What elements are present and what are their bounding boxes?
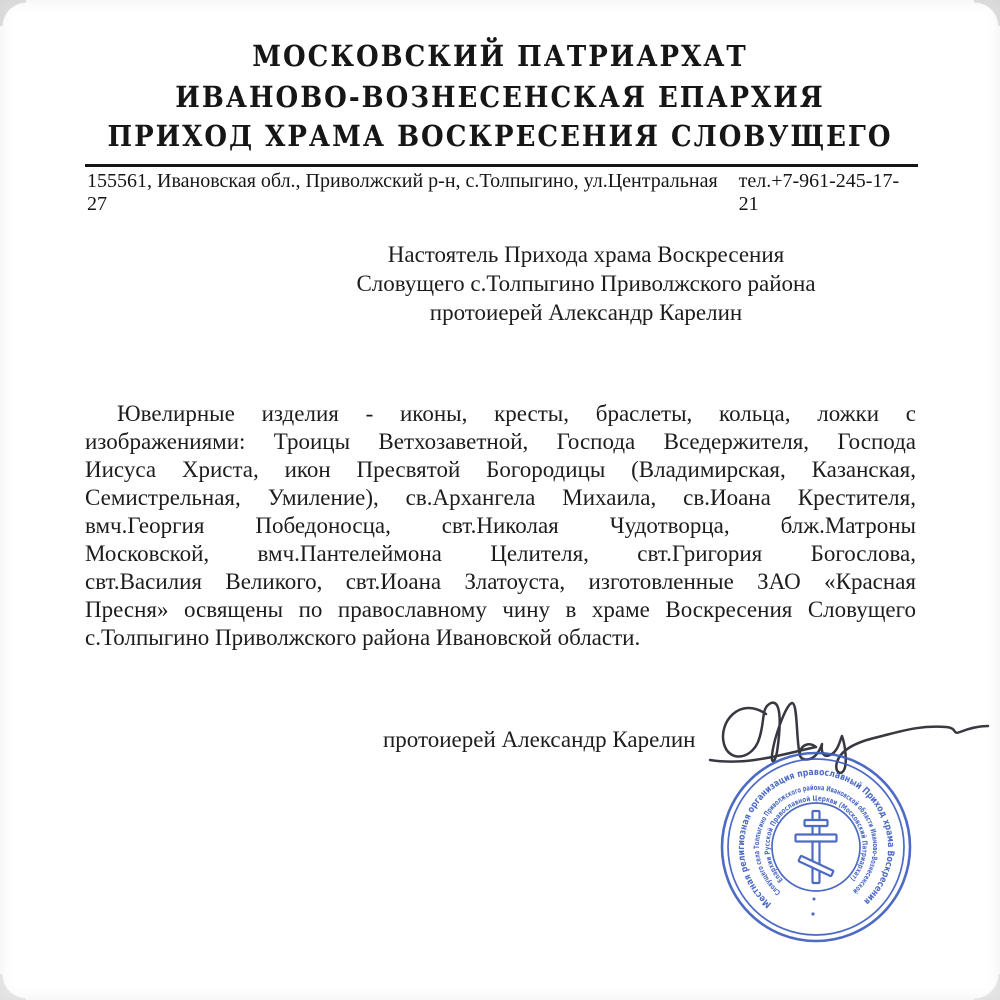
letterhead-line-diocese: ИВАНОВО-ВОЗНЕСЕНСКАЯ ЕПАРХИЯ	[175, 81, 825, 115]
body-line: свт.Василия Великого, свт.Иоана Златоуста, изготовленные ЗАО «Красная	[85, 569, 916, 594]
signatory-name: протоиерей Александр Карелин	[383, 727, 696, 752]
body-line: Московской, вмч.Пантелеймона Целителя, свт.Григория Богослова,	[85, 541, 916, 566]
body-paragraph	[85, 400, 916, 652]
body-line: с.Толпыгино Приволжского района Ивановской области.	[85, 625, 641, 650]
addressee-block	[330, 240, 842, 327]
letterhead-address: 155561, Ивановская обл., Приволжский р-н, с.Толпыгино, ул.Центральная 27	[87, 170, 718, 215]
letterhead-line-parish: ПРИХОД ХРАМА ВОСКРЕСЕНИЯ СЛОВУЩЕГО	[107, 120, 893, 154]
stamp-ring-inner-text: Епархии Русской Православной Церкви (Московский Патриархат)	[762, 793, 870, 885]
body-line: изображениями: Троицы Ветхозаветной, Господа Вседержителя, Господа	[85, 429, 916, 454]
body-line: вмч.Георгия Победоносца, свт.Николая Чудотворца, блж.Матроны	[85, 513, 916, 538]
body-line: Семистрельная, Умиление), св.Архангела Михаила, св.Иоана Крестителя,	[85, 485, 916, 510]
orthodox-cross-icon	[796, 811, 837, 883]
letterhead-line-patriarchate: МОСКОВСКИЙ ПАТРИАРХАТ	[252, 40, 748, 74]
body-line: Ювелирные изделия - иконы, кресты, браслеты, кольца, ложки с	[117, 401, 916, 426]
letterhead-contacts	[87, 170, 918, 216]
stamp-ring-middle-text: Словущего села Толпыгино Приволжского района Ивановской области Иваново-Вознесенской	[751, 782, 881, 898]
church-round-stamp	[716, 747, 916, 947]
scan-corner-artifact	[0, 974, 26, 1000]
addressee-line: протоиерей Александр Карелин	[429, 300, 743, 325]
letterhead-divider	[85, 164, 918, 167]
stamp-separator-dot	[811, 912, 814, 915]
stamp-ring-outer-text: Местная религиозная организация православный Приход храма Воскресения	[735, 766, 897, 910]
addressee-line: Настоятель Прихода храма Воскресения	[387, 242, 785, 267]
scan-corner-artifact	[974, 0, 1000, 26]
addressee-line: Словущего с.Толпыгино Приволжского района	[356, 271, 816, 296]
scan-corner-artifact	[974, 974, 1000, 1000]
body-line: Пресня» освящены по православному чину в храме Воскресения Словущего	[85, 597, 916, 622]
letterhead-phone: тел.+7-961-245-17-21	[738, 170, 900, 215]
body-line: Иисуса Христа, икон Пресвятой Богородицы (Владимирская, Казанская,	[85, 457, 916, 482]
stamp-separator-dot	[813, 898, 816, 901]
scan-corner-artifact	[0, 0, 26, 26]
